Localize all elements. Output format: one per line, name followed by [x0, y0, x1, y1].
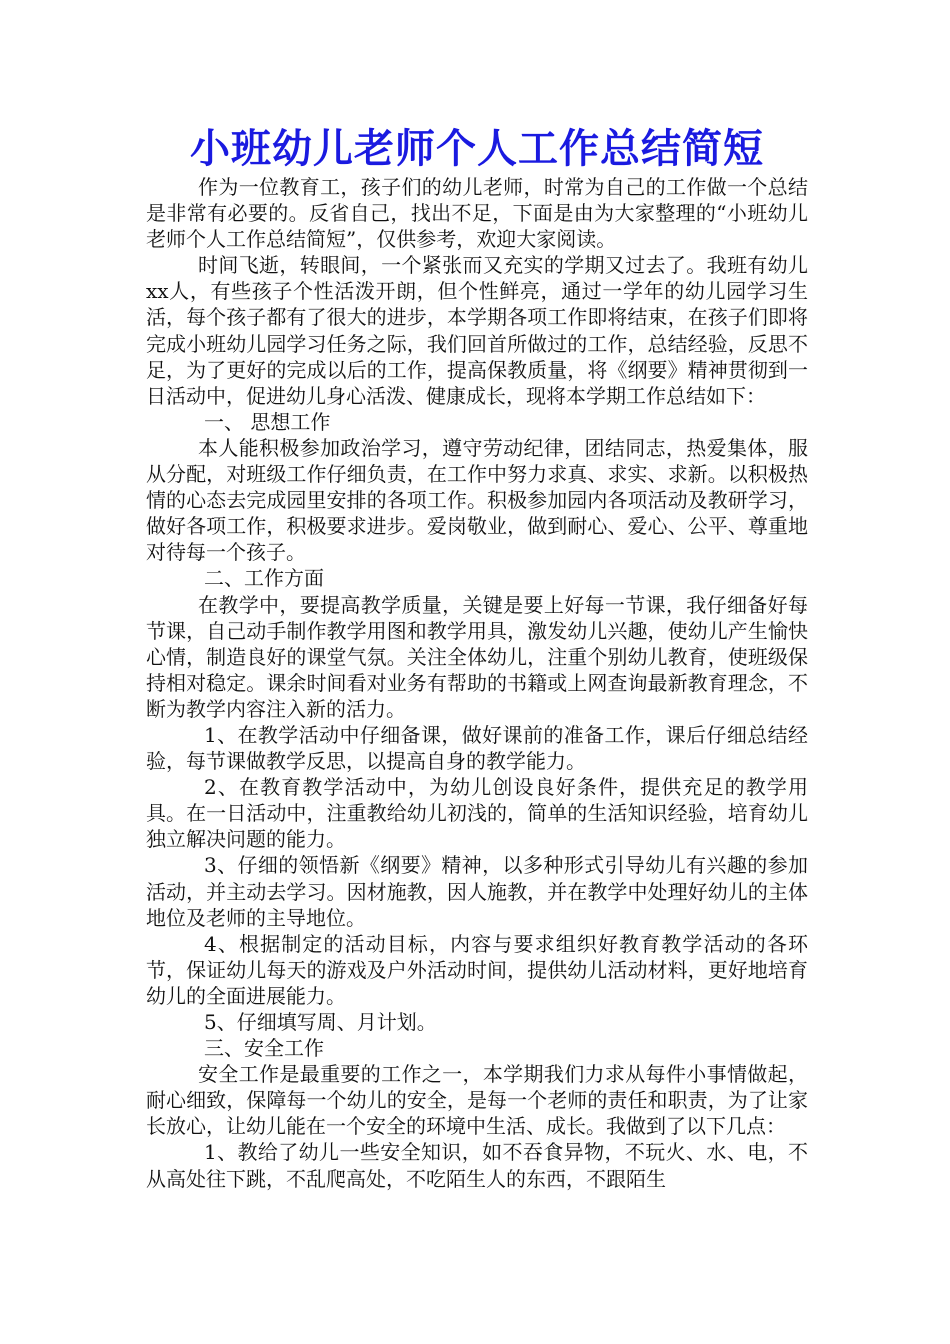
section-heading-safety: 三、安全工作: [204, 1036, 324, 1061]
list-item-work-3: 3、仔细的领悟新《纲要》精神，以多种形式引导幼儿有兴趣的参加活动，并主动去学习。因材施教，因人施教，并在教学中处理好幼儿的主体地位及老师的主导地位。: [146, 853, 808, 930]
list-item-work-1: 1、在教学活动中仔细备课，做好课前的准备工作，课后仔细总结经验，每节课做教学反思，以提高自身的教学能力。: [146, 722, 808, 774]
document-page: [146, 124, 808, 1192]
paragraph-safety: 安全工作是最重要的工作之一，本学期我们力求从每件小事情做起，耐心细致，保障每一个幼儿的安全，是每一个老师的责任和职责，为了让家长放心，让幼儿能在一个安全的环境中生活、成长。我做到了以下几点：: [146, 1062, 808, 1139]
paragraph-summary: 时间飞逝，转眼间，一个紧张而又充实的学期又过去了。我班有幼儿xx人，有些孩子个性活泼开朗，但个性鲜亮，通过一学年的幼儿园学习生活，每个孩子都有了很大的进步，本学期各项工作即将结束，在孩子们即将完成小班幼儿园学习任务之际，我们回首所做过的工作，总结经验，反思不足，为了更好的完成以后的工作，提高保教质量，将《纲要》精神贯彻到一日活动中，促进幼儿身心活泼、健康成长，现将本学期工作总结如下：: [146, 253, 808, 408]
list-item-work-4: 4、根据制定的活动目标，内容与要求组织好教育教学活动的各环节，保证幼儿每天的游戏及户外活动时间，提供幼儿活动材料，更好地培育幼儿的全面进展能力。: [146, 931, 808, 1008]
list-item-work-2: 2、在教育教学活动中，为幼儿创设良好条件，提供充足的教学用具。在一日活动中，注重教给幼儿初浅的，简单的生活知识经验，培育幼儿独立解决问题的能力。: [146, 775, 808, 852]
list-item-work-5: 5、仔细填写周、月计划。: [204, 1010, 437, 1034]
list-item-safety-1: 1、教给了幼儿一些安全知识，如不吞食异物，不玩火、水、电，不从高处往下跳，不乱爬高处，不吃陌生人的东西，不跟陌生: [146, 1140, 808, 1191]
document-title: 小班幼儿老师个人工作总结简短: [190, 125, 764, 172]
paragraph-ideology: 本人能积极参加政治学习，遵守劳动纪律，团结同志，热爱集体，服从分配，对班级工作仔细负责，在工作中努力求真、求实、求新。以积极热情的心态去完成园里安排的各项工作。积极参加园内各项活动及教研学习，做好各项工作，积极要求进步。爱岗敬业，做到耐心、爱心、公平、尊重地对待每一个孩子。: [146, 435, 808, 565]
section-heading-ideology: 一、 思想工作: [204, 409, 331, 434]
section-heading-work: 二、工作方面: [204, 566, 324, 591]
paragraph-work: 在教学中，要提高教学质量，关键是要上好每一节课，我仔细备好每节课，自己动手制作教学用图和教学用具，激发幼儿兴趣，使幼儿产生愉快心情，制造良好的课堂气氛。关注全体幼儿，注重个别幼儿教育，使班级保持相对稳定。课余时间看对业务有帮助的书籍或上网查询最新教育理念，不断为教学内容注入新的活力。: [146, 592, 808, 721]
intro-paragraph: 作为一位教育工，孩子们的幼儿老师，时常为自己的工作做一个总结是非常有必要的。反省自己，找出不足，下面是由为大家整理的“小班幼儿老师个人工作总结简短”，仅供参考，欢迎大家阅读。: [146, 175, 808, 252]
